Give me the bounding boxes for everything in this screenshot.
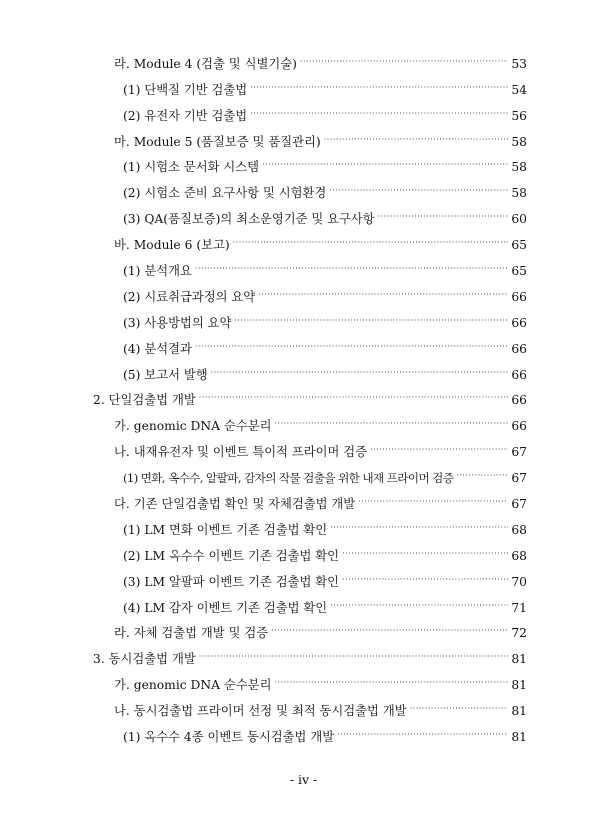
- dot-leader: [456, 469, 508, 483]
- toc-entry-page: 54: [511, 82, 527, 97]
- dot-leader: [250, 81, 508, 95]
- dot-leader: [358, 495, 508, 509]
- toc-entry[interactable]: [123, 200, 527, 226]
- toc-entry-title: (3) 사용방법의 요약: [123, 315, 232, 330]
- toc-entry-title: 마. Module 5 (품질보증 및 품질관리): [114, 134, 321, 149]
- toc-entry-title: 라. Module 4 (검출 및 식별기술): [114, 56, 297, 71]
- toc-entry-page: 67: [511, 497, 527, 512]
- toc-entry-page: 66: [511, 419, 527, 434]
- toc-entry-page: 66: [511, 315, 527, 330]
- toc-entry[interactable]: [114, 123, 527, 149]
- toc-entry-page: 58: [511, 134, 527, 149]
- toc-entry[interactable]: [114, 615, 527, 641]
- toc-entry-title: (3) QA(품질보증)의 최소운영기준 및 요구사항: [123, 212, 375, 227]
- toc-entry-title: 나. 내재유전자 및 이벤트 특이적 프라이머 검증: [114, 445, 368, 460]
- toc-entry-page: 68: [511, 548, 527, 563]
- dot-leader: [342, 573, 508, 587]
- toc-entry-title: (1) 시험소 문서화 시스템: [123, 160, 260, 175]
- toc-entry[interactable]: [123, 71, 527, 97]
- toc-entry-title: 가. genomic DNA 순수분리: [114, 419, 272, 434]
- toc-entry-page: 70: [511, 574, 527, 589]
- toc-entry[interactable]: [123, 589, 527, 615]
- toc-entry[interactable]: [123, 459, 527, 485]
- dot-leader: [195, 262, 509, 276]
- toc-entry-page: 72: [511, 626, 527, 641]
- toc-entry-title: (3) LM 알팔파 이벤트 기존 검출법 확인: [123, 574, 340, 589]
- toc-entry-page: 66: [511, 289, 527, 304]
- dot-leader: [271, 624, 508, 638]
- toc-entry[interactable]: [114, 692, 527, 718]
- dot-leader: [234, 314, 508, 328]
- toc-entry-title: 2. 단일검출법 개발: [93, 393, 196, 408]
- dot-leader: [199, 391, 509, 405]
- toc-entry-page: 66: [511, 393, 527, 408]
- dot-leader: [211, 366, 509, 380]
- toc-entry-page: 71: [511, 600, 527, 615]
- toc-entry-page: 68: [511, 522, 527, 537]
- toc-entry-title: 나. 동시검출법 프라이머 선정 및 최적 동시검출법 개발: [114, 704, 407, 719]
- toc-entry-page: 81: [511, 730, 527, 745]
- toc-entry[interactable]: [123, 356, 527, 382]
- toc-entry-page: 58: [511, 186, 527, 201]
- toc-entry[interactable]: [93, 640, 527, 666]
- toc-entry-title: (2) 유전자 기반 검출법: [123, 108, 248, 123]
- toc-entry[interactable]: [114, 433, 527, 459]
- dot-leader: [342, 547, 508, 561]
- toc-entry[interactable]: [114, 226, 527, 252]
- dot-leader: [233, 236, 509, 250]
- dot-leader: [199, 650, 509, 664]
- toc-entry-page: 60: [511, 212, 527, 227]
- dot-leader: [378, 210, 509, 224]
- page-number-footer: - iv -: [289, 772, 318, 787]
- toc-entry[interactable]: [123, 718, 527, 744]
- dot-leader: [250, 107, 508, 121]
- toc-entry-title: 다. 기존 단일검출법 확인 및 자체검출법 개발: [114, 497, 356, 512]
- toc-entry-page: 67: [511, 445, 527, 460]
- toc-entry[interactable]: [114, 45, 527, 71]
- dot-leader: [329, 184, 508, 198]
- toc-entry-page: 67: [511, 471, 527, 486]
- toc-entry-page: 81: [511, 678, 527, 693]
- toc-entry[interactable]: [123, 304, 527, 330]
- toc-entry-title: (1) 면화, 옥수수, 알팔파, 감자의 작물 검출을 위한 내재 프라이머 검증: [123, 471, 454, 486]
- toc-entry[interactable]: [123, 252, 527, 278]
- toc-entry[interactable]: [123, 511, 527, 537]
- toc-entry[interactable]: [114, 407, 527, 433]
- toc-entry-title: (2) 시료취급과정의 요약: [123, 289, 256, 304]
- table-of-contents: [0, 45, 607, 744]
- toc-entry-page: 56: [511, 108, 527, 123]
- toc-entry-title: (2) LM 옥수수 이벤트 기존 검출법 확인: [123, 548, 340, 563]
- toc-entry[interactable]: [123, 149, 527, 175]
- dot-leader: [300, 55, 508, 69]
- toc-entry-title: 3. 동시검출법 개발: [93, 652, 196, 667]
- dot-leader: [274, 676, 508, 690]
- toc-entry-page: 65: [511, 238, 527, 253]
- toc-entry-title: (4) LM 감자 이벤트 기존 검출법 확인: [123, 600, 328, 615]
- dot-leader: [337, 728, 508, 742]
- dot-leader: [410, 702, 509, 716]
- toc-entry-title: 가. genomic DNA 순수분리: [114, 678, 272, 693]
- toc-entry-title: (5) 보고서 발행: [123, 367, 208, 382]
- toc-entry-page: 58: [511, 160, 527, 175]
- dot-leader: [195, 340, 509, 354]
- toc-entry[interactable]: [114, 666, 527, 692]
- toc-entry-page: 81: [511, 652, 527, 667]
- toc-entry[interactable]: [93, 382, 527, 408]
- toc-entry-page: 65: [511, 264, 527, 279]
- toc-entry-title: 바. Module 6 (보고): [114, 238, 230, 253]
- dot-leader: [330, 521, 508, 535]
- toc-entry[interactable]: [123, 330, 527, 356]
- toc-entry-page: 66: [511, 367, 527, 382]
- dot-leader: [324, 133, 509, 147]
- toc-entry-title: (1) 분석개요: [123, 264, 192, 279]
- dot-leader: [262, 158, 508, 172]
- toc-entry-page: 81: [511, 704, 527, 719]
- toc-entry[interactable]: [123, 563, 527, 589]
- dot-leader: [370, 443, 508, 457]
- toc-entry-title: (2) 시험소 준비 요구사항 및 시험환경: [123, 186, 327, 201]
- toc-entry-title: (1) 단백질 기반 검출법: [123, 82, 248, 97]
- dot-leader: [330, 599, 508, 613]
- toc-entry[interactable]: [123, 174, 527, 200]
- toc-entry-title: (1) 옥수수 4종 이벤트 동시검출법 개발: [123, 730, 335, 745]
- toc-entry-title: (4) 분석결과: [123, 341, 192, 356]
- toc-entry-page: 66: [511, 341, 527, 356]
- toc-entry[interactable]: [123, 97, 527, 123]
- toc-entry-page: 53: [511, 56, 527, 71]
- toc-entry[interactable]: [123, 537, 527, 563]
- dot-leader: [258, 288, 508, 302]
- toc-entry[interactable]: [114, 485, 527, 511]
- toc-entry-title: 라. 자체 검출법 개발 및 검증: [114, 626, 269, 641]
- toc-entry-title: (1) LM 면화 이벤트 기존 검출법 확인: [123, 522, 328, 537]
- dot-leader: [274, 417, 508, 431]
- toc-entry[interactable]: [123, 278, 527, 304]
